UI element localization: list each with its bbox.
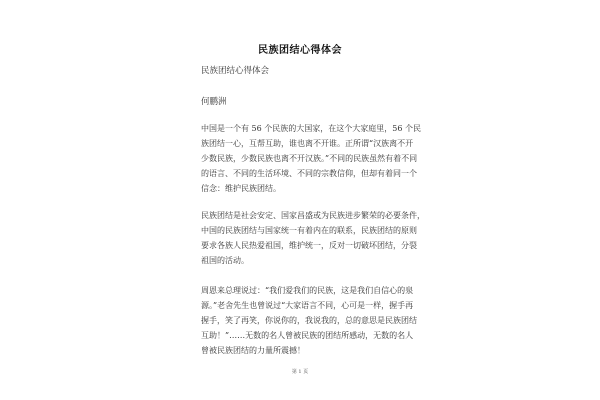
paragraph-line: 的语言、不同的生活环境、不同的宗教信仰，但却有着同一个 (201, 169, 417, 178)
paragraph-line: 曾被民族团结的力量所震撼！ (201, 346, 305, 355)
paragraph-1 (201, 121, 421, 196)
paragraph-line: 祖国的活动。 (201, 256, 249, 265)
paragraph-line: 族团结一心，互帮互助，谁也离不开谁。正所谓“汉族离不开 (201, 139, 414, 148)
page-number: 第 1 页 (291, 369, 309, 375)
paragraph-line: 信念：维护民族团结。 (201, 184, 281, 193)
paragraph-line: 中国的民族团结与国家统一有着内在的联系，民族团结的原则 (201, 226, 417, 235)
paragraph-line: 互助！”……无数的名人曾被民族的团结所感动，无数的名人 (201, 331, 414, 340)
document-subtitle: 民族团结心得体会 (201, 66, 270, 76)
paragraph-line: 少数民族，少数民族也离不开汉族。”不同的民族虽然有着不同 (201, 154, 418, 163)
paragraph-2 (201, 208, 425, 268)
paragraph-3 (201, 283, 417, 358)
paragraph-line: 中国是一个有 56 个民族的大国家，在这个大家庭里，56 个民 (201, 124, 421, 133)
document-title: 民族团结心得体会 (258, 45, 342, 56)
paragraph-line: 民族团结是社会安定、国家昌盛或为民族进步繁荣的必要条件， (201, 211, 425, 220)
paragraph-line: 要求各族人民热爱祖国，维护统一，反对一切破坏团结，分裂 (201, 241, 417, 250)
paragraph-line: 周恩来总理说过：“我们爱我们的民族，这是我们自信心的泉 (201, 286, 414, 295)
author-name: 何鹏洲 (201, 97, 227, 107)
paragraph-line: 握手，笑了再笑，你说你的，我说我的，总的意思是民族团结 (201, 316, 417, 325)
paragraph-line: 源。”老舍先生也曾说过“大家语言不同，心可是一样，握手再 (201, 301, 414, 310)
